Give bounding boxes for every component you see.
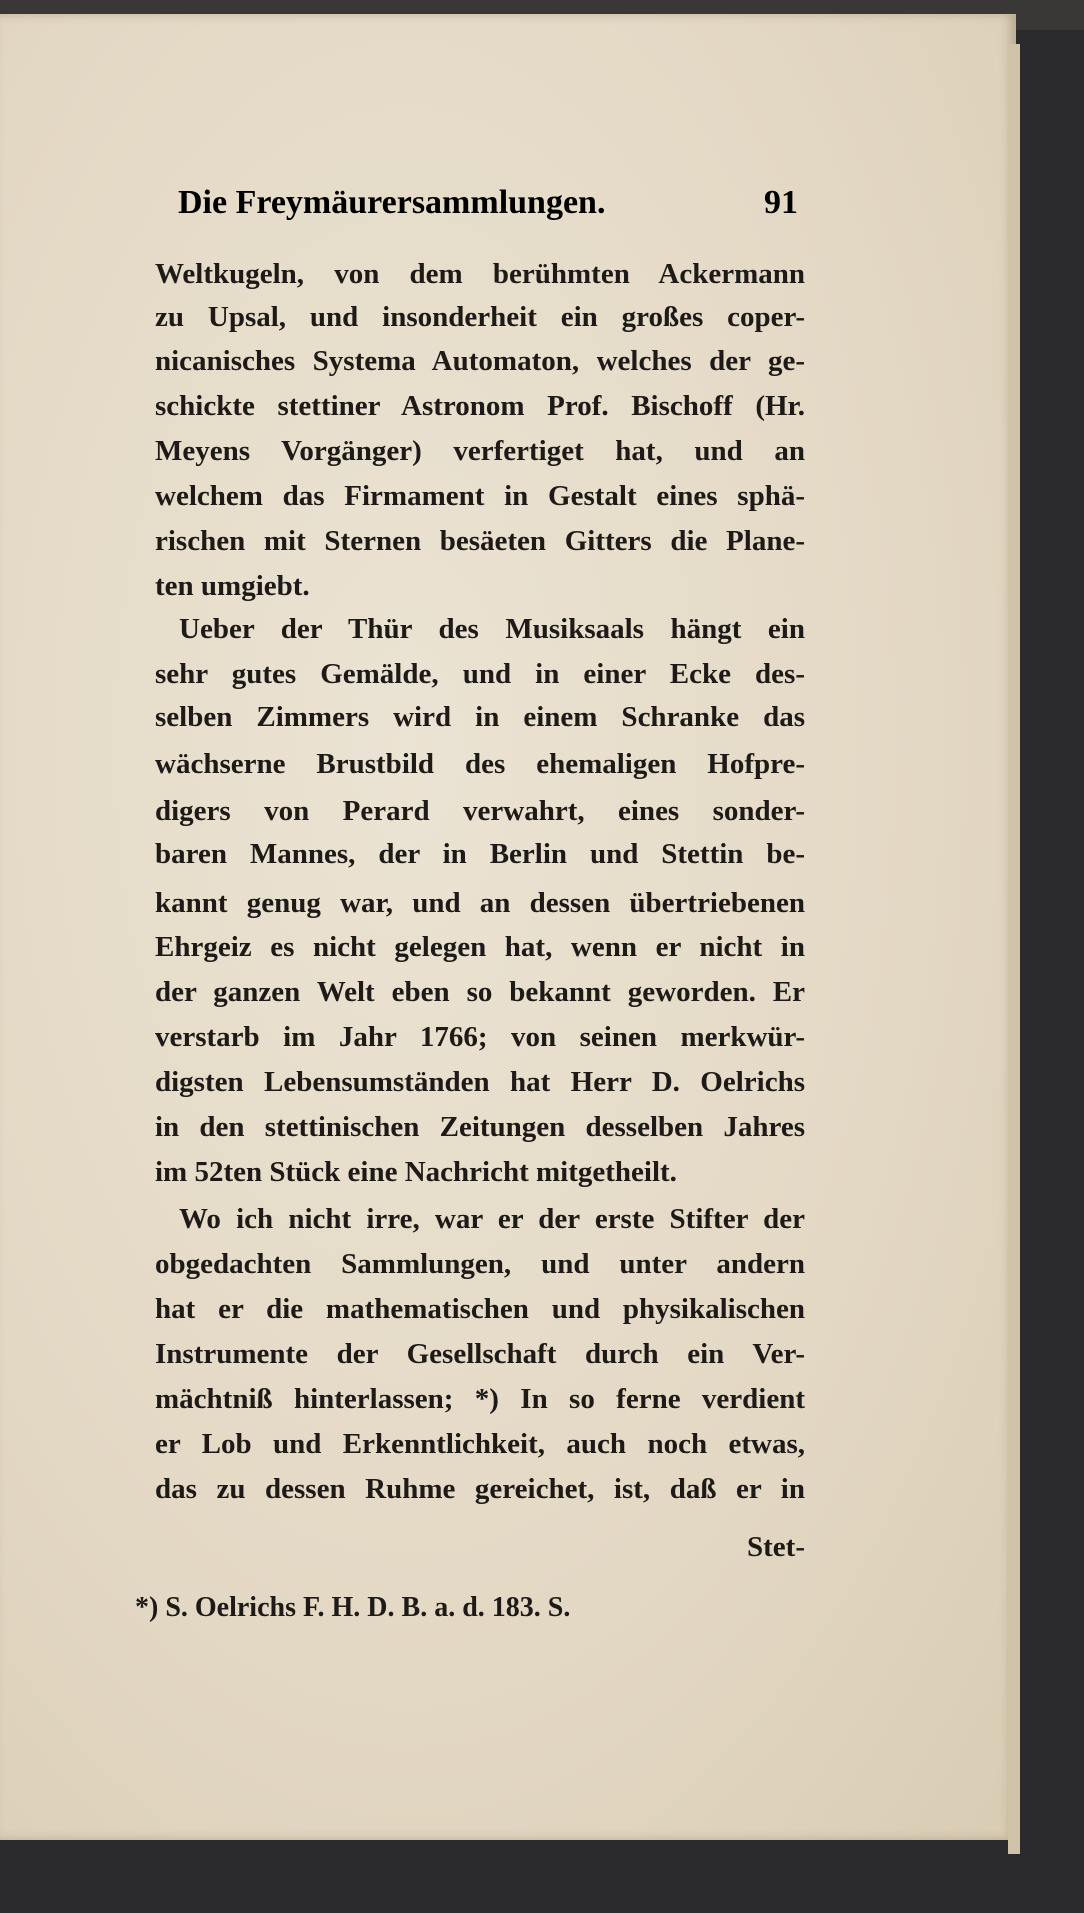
text-line: nicanisches Systema Automaton, welches der ge- [155,345,805,377]
book-page [0,14,1016,1840]
text-line: rischen mit Sternen besäeten Gitters die Plane- [155,525,805,557]
text-line: wächserne Brustbild des ehemaligen Hofpre- [155,748,805,780]
text-line: Meyens Vorgänger) verfertiget hat, und an [155,435,805,467]
text-line: welchem das Firmament in Gestalt eines sphä- [155,480,805,512]
text-line: digers von Perard verwahrt, eines sonder- [155,795,805,827]
text-line: sehr gutes Gemälde, und in einer Ecke des- [155,658,805,690]
text-line: Stet- [747,1531,805,1563]
text-line: verstarb im Jahr 1766; von seinen merkwür- [155,1021,805,1053]
text-line: im 52ten Stück eine Nachricht mitgetheilt. [155,1156,677,1188]
text-line: in den stettinischen Zeitungen desselben Jahres [155,1111,805,1143]
page-edge [1008,44,1020,1854]
text-line: digsten Lebensumständen hat Herr D. Oelrichs [155,1066,805,1098]
footnote: *) S. Oelrichs F. H. D. B. a. d. 183. S. [135,1592,571,1623]
running-title: Die Freymäurersammlungen. [178,184,606,221]
text-line: hat er die mathematischen und physikalischen [155,1293,805,1325]
text-line: mächtniß hinterlassen; *) In so ferne verdient [155,1383,805,1415]
text-line: das zu dessen Ruhme gereichet, ist, daß er in [155,1473,805,1505]
text-line: zu Upsal, und insonderheit ein großes coper- [155,301,805,333]
text-line: obgedachten Sammlungen, und unter andern [155,1248,805,1280]
page-number: 91 [764,184,798,221]
text-line: ten umgiebt. [155,570,310,602]
text-line: Weltkugeln, von dem berühmten Ackermann [155,258,805,290]
text-line: Wo ich nicht irre, war er der erste Stifter der [179,1203,805,1235]
text-line: Ueber der Thür des Musiksaals hängt ein [179,613,805,645]
text-line: kannt genug war, und an dessen übertriebenen [155,887,805,919]
text-line: schickte stettiner Astronom Prof. Bischoff (Hr. [155,390,805,422]
text-line: baren Mannes, der in Berlin und Stettin be- [155,838,805,870]
running-header [178,184,798,230]
text-line: Instrumente der Gesellschaft durch ein Ver- [155,1338,805,1370]
text-line: Ehrgeiz es nicht gelegen hat, wenn er nicht in [155,931,805,963]
text-line: er Lob und Erkenntlichkeit, auch noch etwas, [155,1428,805,1460]
text-line: selben Zimmers wird in einem Schranke das [155,701,805,733]
text-line: der ganzen Welt eben so bekannt geworden. Er [155,976,805,1008]
